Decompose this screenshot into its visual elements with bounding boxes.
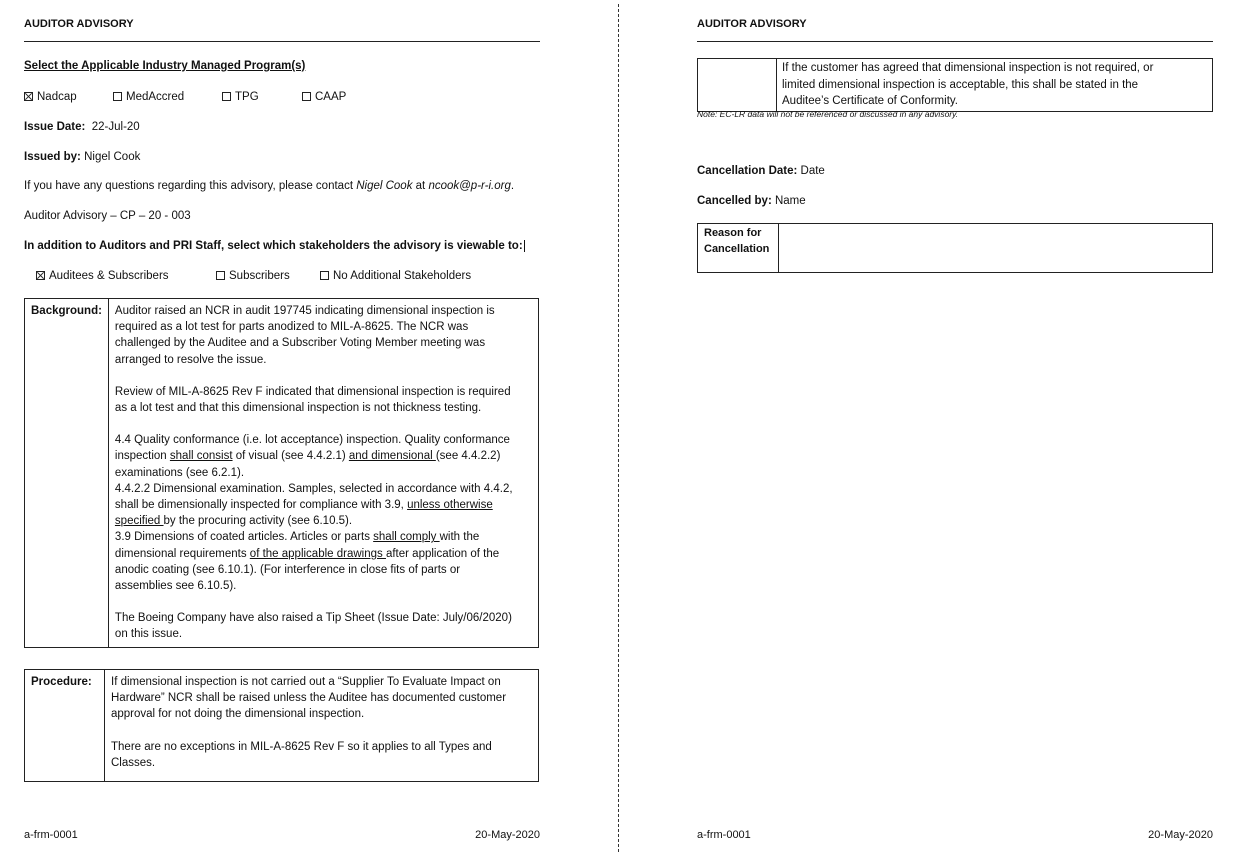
cancelled-by: Cancelled by: Name: [697, 195, 806, 207]
checked-checkbox-icon[interactable]: [36, 271, 45, 280]
cancelled-by-value[interactable]: Name: [774, 195, 806, 207]
footer-form-id: a-frm-0001: [697, 829, 751, 841]
stakeholder-heading: In addition to Auditors and PRI Staff, select which stakeholders the advisory is viewable to:: [24, 240, 528, 252]
continuation-content: If the customer has agreed that dimensional inspection is not required, or limited dimensional inspection is acceptable, this shall be stated in the Auditee’s Certificate of Conformity.: [777, 59, 1213, 112]
header-rule: [697, 41, 1213, 42]
reason-table: [697, 223, 1213, 273]
background-table: [24, 298, 539, 648]
checkbox-icon[interactable]: [302, 92, 311, 101]
contact-name: Nigel Cook: [356, 180, 413, 192]
checked-checkbox-icon[interactable]: [24, 92, 33, 101]
page-header-title: AUDITOR ADVISORY: [697, 18, 807, 30]
program-option-caap[interactable]: CAAP: [302, 91, 346, 103]
program-heading: Select the Applicable Industry Managed Program(s): [24, 60, 306, 72]
stakeholder-option-auditees-subscribers[interactable]: Auditees & Subscribers: [36, 270, 169, 282]
page-header-title: AUDITOR ADVISORY: [24, 18, 134, 30]
cancellation-date-value[interactable]: Date: [800, 165, 825, 177]
text-cursor: [524, 240, 528, 252]
footer-form-id: a-frm-0001: [24, 829, 78, 841]
cancellation-date: Cancellation Date: Date: [697, 165, 825, 177]
background-paragraph-2: Review of MIL-A-8625 Rev F indicated that dimensional inspection is required as a lot test and that this dimensional inspection is not thickness testing.: [114, 385, 511, 415]
continuation-label-cell: [698, 59, 777, 112]
continuation-table: [697, 58, 1213, 112]
background-label: Background:: [25, 299, 109, 648]
advisory-number: Auditor Advisory – CP – 20 - 003: [24, 210, 191, 222]
background-content: [108, 299, 538, 648]
checkbox-icon[interactable]: [222, 92, 231, 101]
issue-date: Issue Date: 22-Jul-20: [24, 121, 140, 133]
reason-input[interactable]: [779, 224, 1213, 273]
procedure-label: Procedure:: [25, 670, 105, 782]
stakeholder-option-subscribers[interactable]: Subscribers: [216, 270, 290, 282]
page-divider: [618, 4, 619, 852]
procedure-table: [24, 669, 539, 782]
background-paragraph-4: The Boeing Company have also raised a Tip Sheet (Issue Date: July/06/2020) on this issue.: [114, 612, 512, 641]
program-option-medaccred[interactable]: MedAccred: [113, 91, 184, 103]
right-page: [697, 0, 1213, 852]
program-option-nadcap[interactable]: Nadcap: [24, 91, 77, 103]
footer-date: 20-May-2020: [475, 829, 540, 841]
issued-by-value: Nigel Cook: [84, 151, 141, 163]
checkbox-icon[interactable]: [320, 271, 329, 280]
left-page: [24, 0, 540, 852]
note: Note: EC-LR data will not be referenced or discussed in any advisory.: [697, 109, 959, 119]
background-paragraph-3: 4.4 Quality conformance (i.e. lot acceptance) inspection. Quality conformance inspection shall consist of visual (see 4.4.2.1) and dimensional (see 4.4.2.2) examinations (see 6.2.1). 4.4.2.2 Dimensional examination. Samples, selected in accordance with 4.4.2, shall be dimensionally inspected for compliance with 3.9, unless otherwise specified by the procuring activity (see 6.10.5). 3.9 Dimensions of coated articles. Articles or parts shall comply with the dimensional requirements of the applicable drawings after application of the anodic coating (see 6.10.1). (For interference in close fits of parts or assemblies see 6.10.5).: [114, 434, 513, 593]
stakeholder-option-none[interactable]: No Additional Stakeholders: [320, 270, 471, 282]
program-option-tpg[interactable]: TPG: [222, 91, 259, 103]
procedure-content: [105, 670, 539, 782]
checkbox-icon[interactable]: [216, 271, 225, 280]
issued-by: Issued by: Nigel Cook: [24, 151, 141, 163]
footer-date: 20-May-2020: [1148, 829, 1213, 841]
background-paragraph-1: Auditor raised an NCR in audit 197745 indicating dimensional inspection is required as a lot test for parts anodized to MIL-A-8625. The NCR was challenged by the Auditee and a Subscriber Voting Member meeting was arranged to resolve the issue.: [114, 305, 495, 366]
checkbox-icon[interactable]: [113, 92, 122, 101]
issue-date-value: 22-Jul-20: [91, 121, 140, 133]
procedure-paragraph-2: There are no exceptions in MIL-A-8625 Rev F so it applies to all Types and Classes.: [111, 740, 492, 769]
contact-email[interactable]: ncook@p-r-i.org: [428, 180, 511, 192]
header-rule: [24, 41, 540, 42]
contact-line: If you have any questions regarding this advisory, please contact Nigel Cook at ncook@p-r-i.org.: [24, 180, 515, 192]
procedure-paragraph-1: If dimensional inspection is not carried out a “Supplier To Evaluate Impact on Hardware” NCR shall be raised unless the Auditee has documented customer approval for not doing the dimensional inspection.: [111, 676, 507, 721]
reason-label: Reason for Cancellation: [698, 224, 779, 273]
